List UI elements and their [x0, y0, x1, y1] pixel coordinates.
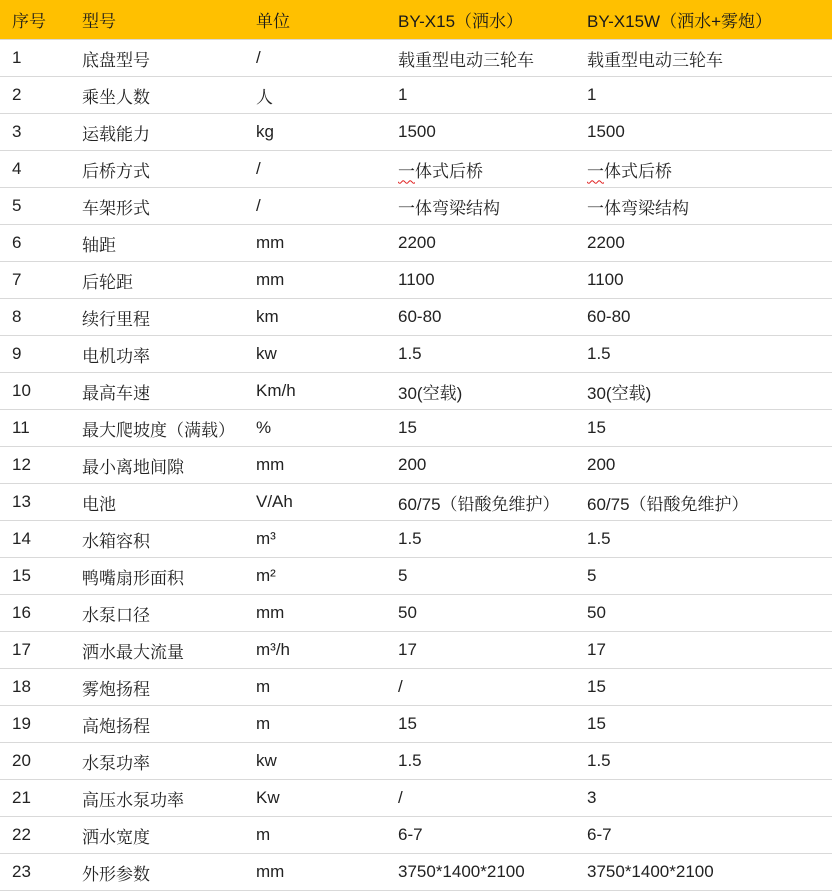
- cell-unit-text: m: [256, 714, 271, 733]
- cell-model-a-text: 一体弯梁结构: [398, 198, 500, 218]
- cell-model-b-text: 2200: [587, 233, 625, 252]
- table-row: [0, 373, 832, 410]
- cell-unit-text: Kw: [256, 788, 280, 807]
- cell-unit: [244, 780, 386, 817]
- cell-model-b-text: 200: [587, 455, 616, 474]
- cell-model-b: [575, 40, 832, 77]
- cell-model-b: [575, 447, 832, 484]
- cell-model-b-text: 载重型电动三轮车: [587, 50, 723, 70]
- cell-model-a-text: 5: [398, 566, 408, 585]
- cell-no: [0, 595, 70, 632]
- cell-unit: [244, 854, 386, 891]
- cell-name: [70, 114, 244, 151]
- cell-unit-text: %: [256, 418, 272, 437]
- cell-model-a-text: 60-80: [398, 307, 442, 326]
- cell-name: [70, 373, 244, 410]
- table-row: [0, 188, 832, 225]
- cell-no: [0, 854, 70, 891]
- cell-name: [70, 410, 244, 447]
- cell-model-b-text: 1500: [587, 122, 625, 141]
- cell-model-a-text: 30(空载): [398, 383, 463, 403]
- cell-name-text: 洒水最大流量: [82, 642, 184, 662]
- cell-unit-text: /: [256, 159, 261, 178]
- cell-unit-text: mm: [256, 233, 285, 252]
- cell-unit: [244, 299, 386, 336]
- cell-unit: [244, 632, 386, 669]
- cell-no: [0, 299, 70, 336]
- cell-model-a: [386, 77, 575, 114]
- cell-model-a: [386, 854, 575, 891]
- table-body: [0, 40, 832, 891]
- cell-name: [70, 669, 244, 706]
- cell-model-a-text: 1100: [398, 270, 435, 289]
- cell-name: [70, 77, 244, 114]
- cell-name-text: 最高车速: [82, 383, 150, 403]
- cell-name: [70, 225, 244, 262]
- cell-no-text: 11: [12, 418, 30, 437]
- table-row: [0, 262, 832, 299]
- cell-model-a: [386, 632, 575, 669]
- cell-name-text: 轴距: [82, 235, 116, 255]
- cell-model-b: [575, 558, 832, 595]
- cell-unit-text: mm: [256, 603, 285, 622]
- cell-model-b: [575, 854, 832, 891]
- cell-name-text: 水泵功率: [82, 753, 150, 773]
- cell-model-b: [575, 632, 832, 669]
- cell-model-b-text: 15: [587, 677, 606, 696]
- table-row: [0, 225, 832, 262]
- cell-unit-text: m³: [256, 529, 276, 548]
- header-model-a: BY-X15（洒水）: [386, 0, 575, 40]
- cell-no: [0, 706, 70, 743]
- cell-model-b: [575, 336, 832, 373]
- cell-name: [70, 817, 244, 854]
- cell-no-text: 3: [12, 122, 22, 141]
- cell-no-text: 14: [12, 529, 31, 548]
- cell-no-text: 13: [12, 492, 31, 511]
- cell-model-a: [386, 706, 575, 743]
- cell-no: [0, 447, 70, 484]
- cell-no-text: 20: [12, 751, 31, 770]
- cell-model-b-text: 1: [587, 85, 597, 104]
- table-row: [0, 669, 832, 706]
- cell-no: [0, 114, 70, 151]
- cell-model-b: [575, 373, 832, 410]
- cell-unit: [244, 77, 386, 114]
- cell-no-text: 23: [12, 862, 31, 881]
- cell-model-b: [575, 706, 832, 743]
- cell-model-a-text: 1.5: [398, 344, 422, 363]
- cell-model-a-text: 载重型电动三轮车: [398, 50, 534, 70]
- cell-model-b-text: 60/75（铅酸免维护）: [587, 494, 749, 514]
- cell-no-text: 2: [12, 85, 22, 104]
- cell-model-a: [386, 484, 575, 521]
- cell-no-text: 12: [12, 455, 31, 474]
- cell-unit-text: mm: [256, 270, 285, 289]
- cell-name: [70, 336, 244, 373]
- cell-no: [0, 743, 70, 780]
- cell-unit: [244, 817, 386, 854]
- cell-model-b: [575, 669, 832, 706]
- header-no: 序号: [0, 0, 70, 40]
- cell-model-a-text: 17: [398, 640, 417, 659]
- cell-unit: [244, 188, 386, 225]
- cell-name-text: 水箱容积: [82, 531, 150, 551]
- cell-name: [70, 706, 244, 743]
- cell-unit: [244, 521, 386, 558]
- cell-model-b: [575, 743, 832, 780]
- table-row: [0, 447, 832, 484]
- cell-name-text: 最大爬坡度（满载）: [82, 420, 235, 440]
- cell-model-a-text: 3750*1400*2100: [398, 862, 525, 881]
- cell-no-text: 5: [12, 196, 22, 215]
- cell-no-text: 18: [12, 677, 31, 696]
- cell-name-text: 鸭嘴扇形面积: [82, 568, 184, 588]
- cell-unit: [244, 151, 386, 188]
- cell-model-b-text: 60-80: [587, 307, 631, 326]
- header-row: [0, 0, 832, 40]
- cell-no: [0, 780, 70, 817]
- table-row: [0, 77, 832, 114]
- cell-model-b-text: 30(空载): [587, 383, 652, 403]
- table-row: [0, 40, 832, 77]
- cell-no-text: 1: [12, 48, 22, 67]
- cell-model-a-text: 1: [398, 85, 408, 104]
- cell-name: [70, 40, 244, 77]
- cell-name-text: 续行里程: [82, 309, 150, 329]
- cell-name-text: 洒水宽度: [82, 827, 150, 847]
- cell-model-b-text: 15: [587, 714, 606, 733]
- cell-no: [0, 336, 70, 373]
- cell-model-b-text: 一体式后桥: [587, 161, 672, 181]
- cell-model-b: [575, 299, 832, 336]
- cell-unit-text: kw: [256, 344, 277, 363]
- cell-model-b: [575, 151, 832, 188]
- cell-unit: [244, 447, 386, 484]
- cell-name-text: 电机功率: [82, 346, 150, 366]
- table-header: [0, 0, 832, 40]
- cell-no-text: 6: [12, 233, 22, 252]
- table-row: [0, 780, 832, 817]
- cell-name-text: 后轮距: [82, 272, 133, 292]
- cell-unit: [244, 484, 386, 521]
- cell-unit: [244, 706, 386, 743]
- cell-name-text: 后桥方式: [82, 161, 150, 181]
- cell-model-a: [386, 743, 575, 780]
- cell-model-b-text: 1.5: [587, 529, 611, 548]
- cell-name-text: 高炮扬程: [82, 716, 150, 736]
- cell-model-b: [575, 225, 832, 262]
- table-row: [0, 299, 832, 336]
- cell-name: [70, 558, 244, 595]
- cell-no-text: 16: [12, 603, 31, 622]
- cell-model-b-text: 5: [587, 566, 597, 585]
- cell-model-a-text: 2200: [398, 233, 436, 252]
- cell-unit-text: kw: [256, 751, 277, 770]
- cell-unit: [244, 743, 386, 780]
- cell-name: [70, 447, 244, 484]
- cell-no-text: 10: [12, 381, 31, 400]
- cell-model-b-text: 1.5: [587, 751, 611, 770]
- cell-model-a-text: 200: [398, 455, 427, 474]
- cell-model-a: [386, 40, 575, 77]
- cell-unit: [244, 40, 386, 77]
- cell-model-a: [386, 188, 575, 225]
- cell-no: [0, 410, 70, 447]
- cell-unit-text: /: [256, 48, 261, 67]
- table-row: [0, 336, 832, 373]
- header-model-b: BY-X15W（洒水+雾炮）: [575, 0, 832, 40]
- cell-model-a: [386, 373, 575, 410]
- cell-unit-text: km: [256, 307, 279, 326]
- cell-model-a: [386, 780, 575, 817]
- cell-model-b-text: 一体弯梁结构: [587, 198, 689, 218]
- cell-model-b: [575, 484, 832, 521]
- cell-no: [0, 484, 70, 521]
- cell-no: [0, 521, 70, 558]
- cell-model-a: [386, 114, 575, 151]
- table-row: [0, 706, 832, 743]
- cell-model-b-text: 6-7: [587, 825, 612, 844]
- cell-model-a-text: 60/75（铅酸免维护）: [398, 494, 560, 514]
- table-row: [0, 484, 832, 521]
- cell-no: [0, 225, 70, 262]
- cell-model-a-text: 一体式后桥: [398, 161, 483, 181]
- cell-name: [70, 299, 244, 336]
- cell-no: [0, 262, 70, 299]
- cell-model-b: [575, 188, 832, 225]
- cell-no: [0, 40, 70, 77]
- cell-unit-text: 人: [256, 87, 273, 107]
- cell-model-a-text: 15: [398, 714, 417, 733]
- cell-model-b: [575, 410, 832, 447]
- cell-no: [0, 188, 70, 225]
- cell-name-text: 运载能力: [82, 124, 150, 144]
- cell-no-text: 9: [12, 344, 22, 363]
- cell-no: [0, 77, 70, 114]
- cell-name-text: 最小离地间隙: [82, 457, 184, 477]
- cell-name-text: 雾炮扬程: [82, 679, 150, 699]
- cell-model-b-text: 1.5: [587, 344, 611, 363]
- cell-model-a: [386, 151, 575, 188]
- cell-name-text: 底盘型号: [82, 50, 150, 70]
- cell-unit-text: Km/h: [256, 381, 296, 400]
- cell-model-a-text: /: [398, 677, 403, 696]
- cell-no: [0, 669, 70, 706]
- cell-name: [70, 484, 244, 521]
- table-row: [0, 595, 832, 632]
- cell-model-a-text: 15: [398, 418, 417, 437]
- cell-model-a: [386, 447, 575, 484]
- cell-no-text: 21: [12, 788, 31, 807]
- cell-model-b-text: 17: [587, 640, 606, 659]
- cell-no-text: 4: [12, 159, 22, 178]
- cell-name: [70, 188, 244, 225]
- cell-unit-text: m²: [256, 566, 276, 585]
- cell-no-text: 17: [12, 640, 31, 659]
- cell-model-a: [386, 225, 575, 262]
- table-row: [0, 151, 832, 188]
- cell-name: [70, 854, 244, 891]
- cell-model-a-text: 1500: [398, 122, 436, 141]
- cell-name: [70, 262, 244, 299]
- table-row: [0, 114, 832, 151]
- table-row: [0, 410, 832, 447]
- cell-name: [70, 595, 244, 632]
- table-row: [0, 854, 832, 891]
- cell-model-a-text: /: [398, 788, 403, 807]
- cell-no: [0, 817, 70, 854]
- cell-model-b-text: 50: [587, 603, 606, 622]
- cell-name-text: 水泵口径: [82, 605, 150, 625]
- cell-unit: [244, 114, 386, 151]
- cell-model-a: [386, 817, 575, 854]
- cell-unit-text: m: [256, 825, 271, 844]
- cell-name: [70, 151, 244, 188]
- cell-model-b-text: 3750*1400*2100: [587, 862, 714, 881]
- table-row: [0, 632, 832, 669]
- cell-model-a-text: 1.5: [398, 751, 422, 770]
- cell-model-a-text: 6-7: [398, 825, 423, 844]
- cell-no-text: 7: [12, 270, 22, 289]
- cell-unit: [244, 410, 386, 447]
- cell-unit: [244, 225, 386, 262]
- table-row: [0, 817, 832, 854]
- cell-name-text: 电池: [82, 494, 116, 514]
- cell-unit-text: mm: [256, 862, 285, 881]
- cell-model-a: [386, 558, 575, 595]
- cell-name-text: 外形参数: [82, 864, 150, 884]
- cell-unit-text: kg: [256, 122, 274, 141]
- cell-unit: [244, 558, 386, 595]
- cell-unit: [244, 336, 386, 373]
- cell-no-text: 22: [12, 825, 31, 844]
- cell-unit-text: mm: [256, 455, 285, 474]
- cell-model-a: [386, 262, 575, 299]
- cell-model-b: [575, 780, 832, 817]
- cell-model-a: [386, 299, 575, 336]
- cell-model-a-text: 50: [398, 603, 417, 622]
- cell-model-a: [386, 410, 575, 447]
- cell-model-b-text: 3: [587, 788, 597, 807]
- cell-model-b: [575, 817, 832, 854]
- cell-unit-text: /: [256, 196, 261, 215]
- cell-model-b: [575, 521, 832, 558]
- cell-unit: [244, 373, 386, 410]
- cell-unit-text: m: [256, 677, 271, 696]
- header-name: 型号: [70, 0, 244, 40]
- cell-no-text: 8: [12, 307, 22, 326]
- cell-model-b-text: 15: [587, 418, 606, 437]
- cell-unit-text: V/Ah: [256, 492, 293, 511]
- header-unit: 单位: [244, 0, 386, 40]
- cell-model-b: [575, 77, 832, 114]
- cell-name-text: 高压水泵功率: [82, 790, 184, 810]
- cell-unit-text: m³/h: [256, 640, 290, 659]
- cell-unit: [244, 669, 386, 706]
- cell-name: [70, 743, 244, 780]
- cell-model-a: [386, 669, 575, 706]
- cell-model-a: [386, 521, 575, 558]
- cell-unit: [244, 262, 386, 299]
- cell-model-b: [575, 262, 832, 299]
- cell-no-text: 19: [12, 714, 31, 733]
- cell-no: [0, 558, 70, 595]
- cell-no: [0, 632, 70, 669]
- cell-no: [0, 373, 70, 410]
- cell-no-text: 15: [12, 566, 31, 585]
- cell-no: [0, 151, 70, 188]
- cell-model-a-text: 1.5: [398, 529, 422, 548]
- cell-name: [70, 632, 244, 669]
- cell-name-text: 乘坐人数: [82, 87, 150, 107]
- cell-model-a: [386, 595, 575, 632]
- cell-name: [70, 521, 244, 558]
- cell-model-a: [386, 336, 575, 373]
- cell-model-b-text: 1100: [587, 270, 624, 289]
- cell-model-b: [575, 595, 832, 632]
- table-row: [0, 558, 832, 595]
- cell-unit: [244, 595, 386, 632]
- table-row: [0, 743, 832, 780]
- table-row: [0, 521, 832, 558]
- cell-name: [70, 780, 244, 817]
- cell-name-text: 车架形式: [82, 198, 150, 218]
- cell-model-b: [575, 114, 832, 151]
